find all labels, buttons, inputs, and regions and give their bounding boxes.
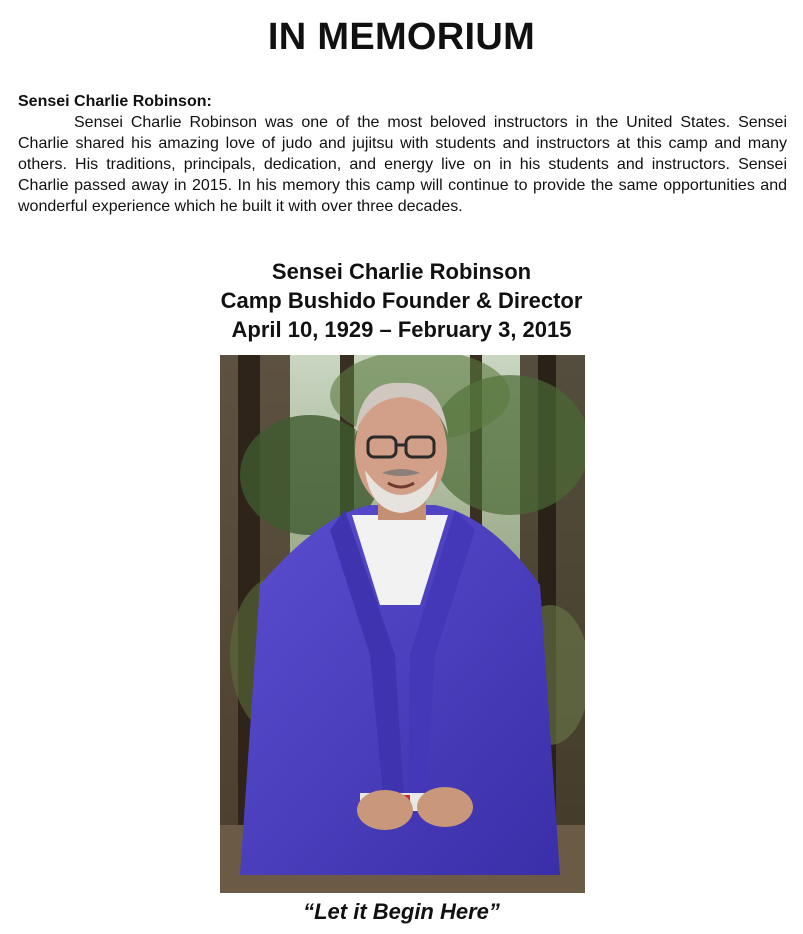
intro-body: Sensei Charlie Robinson was one of the most beloved instructors in the United States. Sensei Charlie shared his amazing love of judo and jujitsu with students and instructors at this camp and many others. His traditions, principals, dedication, and energy live on in his students and instructors. Sensei Charlie passed away in 2015. In his memory this camp will continue to provide the same opportunities and wonderful experience which he built it with over three decades.: [18, 114, 787, 215]
portrait-photo: [220, 355, 585, 893]
motto-quote: “Let it Begin Here”: [303, 899, 500, 924]
caption-name: Sensei Charlie Robinson: [271, 259, 532, 284]
memorial-intro: [18, 91, 787, 217]
intro-heading: Sensei Charlie Robinson:: [18, 93, 212, 110]
caption-dates: April 10, 1929 – February 3, 2015: [231, 317, 572, 342]
caption-role: Camp Bushido Founder & Director: [220, 288, 583, 313]
page-title: IN MEMORIUM: [267, 16, 536, 58]
photo-caption: [0, 257, 803, 344]
